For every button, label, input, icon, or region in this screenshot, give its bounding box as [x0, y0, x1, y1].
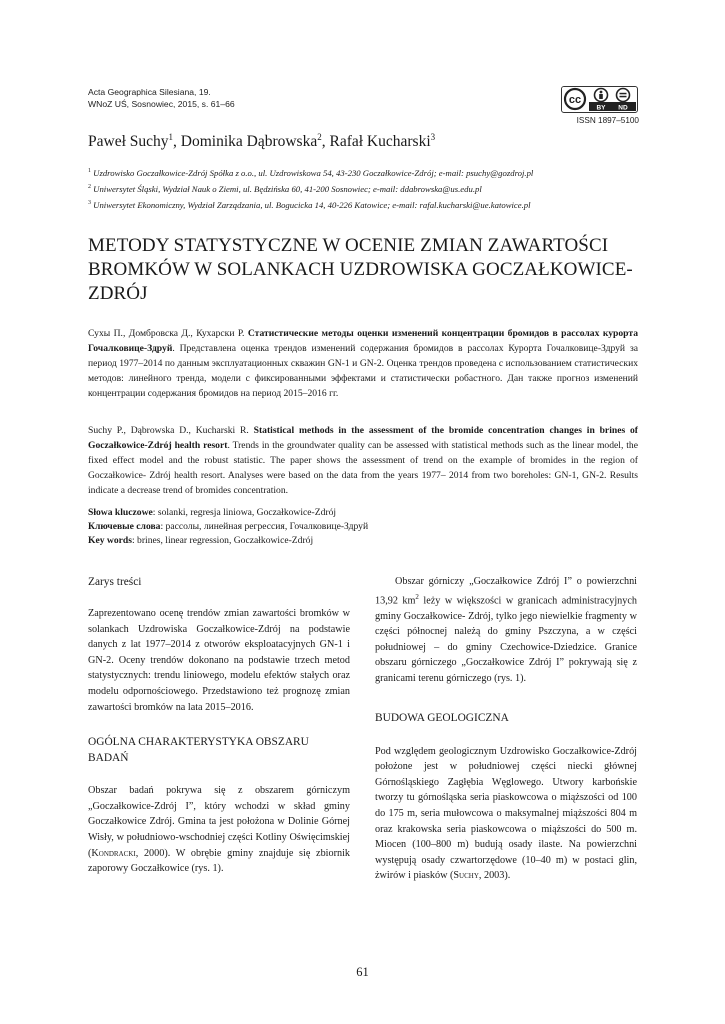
affiliations: [88, 164, 648, 212]
cc-by-nd-icon: [562, 87, 636, 111]
by-label: BY: [596, 104, 606, 111]
section-heading-general: OGÓLNA CHARAKTERYSTYKA OBSZARU BADAŃ: [88, 736, 309, 765]
affiliation-item: $^3$ Uniwersytet Ekonomiczny, Wydział Zarządzania, ul. Bogucicka 14, 40-226 Katowice; e-mail: rafal.kucharski@ue.katowice.pl: [88, 199, 531, 210]
author-affiliation-mark: 3: [430, 132, 436, 142]
keywords-russian: Ключевые слова: рассолы, линейная регрессия, Гочалковице-Здруй: [88, 521, 369, 532]
author-affiliation-mark: 2: [317, 132, 322, 142]
cc-text: cc: [568, 94, 582, 106]
keywords-polish: Słowa kluczowe: solanki, regresja liniowa, Goczałkowice-Zdrój: [88, 507, 337, 518]
author-affiliation-mark: 1: [168, 132, 174, 142]
general-paragraph: Obszar badań pokrywa się z obszarem górniczym „Goczałkowice-Zdrój I”, który wchodzi w skład gminy Goczałkowice Zdrój. Gmina ta jest położona w Dolinie Górnej Wisły, w południowo-wschodniej części Kotliny Oświęcimskiej (Kondracki, 2000). W obrębie gminy znajduje się zbiornik zaporowy Goczałkowice (rys. 1).: [88, 785, 350, 875]
journal-name: Acta Geographica Silesiana, 19.: [88, 87, 211, 97]
affiliation-item: $^1$ Uzdrowisko Goczałkowice-Zdrój Spółka z o.o., ul. Uzdrowiskowa 54, 43-230 Goczałkowice-Zdrój; e-mail: psuchy@gozdroj.pl: [88, 167, 534, 178]
section-heading-summary: Zarys treści: [88, 576, 142, 588]
page-number: 61: [356, 965, 369, 979]
nd-label: ND: [618, 104, 628, 111]
left-column: [88, 574, 350, 877]
affiliation-item: $^2$ Uniwersytet Śląski, Wydział Nauk o Ziemi, ul. Będzińska 60, 41-200 Sosnowiec; e-mail: ddabrowska@us.edu.pl: [88, 183, 482, 194]
section-heading-geology: BUDOWA GEOLOGICZNA: [375, 711, 509, 724]
journal-publisher-pages: WNoZ UŚ, Sosnowiec, 2015, s. 61–66: [88, 99, 235, 109]
abstract-english: Suchy P., Dąbrowska D., Kucharski R. Statistical methods in the assessment of the bromide concentration changes in brines of Goczałkowice-Zdrój health resort. Trends in the groundwater quality can be assessed with statistical methods such as the linear model, the fixed effect model and the robust statistic. The paper shows the assessment of trend on the example of bromides in the region of Goczałkowice- Zdrój health resort. Analyses were based on the data from the years 1977– 2014 from two boreholes: GN-1, GN-2. Results indicate a decrease trend of bromides concentration.: [88, 425, 638, 496]
citation: Kondracki: [91, 847, 136, 859]
keywords-english: Key words: brines, linear regression, Goczałkowice-Zdrój: [88, 535, 314, 546]
abstract-russian-title: Статистические методы оценки изменений концентрации бромидов в рассолах курорта Гочалковице-Здруй: [88, 328, 638, 354]
journal-header: [88, 86, 235, 110]
keywords: [88, 506, 638, 548]
author-name: Rafał Kucharski: [329, 133, 431, 151]
summary-paragraph: Zaprezentowano ocenę trendów zmian zawartości bromków w solankach Uzdrowiska Goczałkowice-Zdrój na podstawie danych z lat 1977–2014 z otworów eksploatacyjnych GN-1 i GN-2. Oceny trendów dokonano na podstawie trzech metod statystycznych: trendu liniowego, modelu efektów stałych oraz modelu odpornościowego. Przedstawiono też prognozę zmian zawartości bromków na lata 2015–2016.: [88, 608, 350, 713]
citation: Suchy: [453, 870, 479, 882]
abstract-russian: Сухы П., Домбровска Д., Кухарски Р. Статистические методы оценки изменений концентрации бромидов в рассолах курорта Гочалковице-Здруй. Представлена оценка трендов изменений содержания бромидов в рассолах Курорта Гочалковице-Здруй за период 1977–2014 по данным эксплуатационных скважин GN-1 и GN-2. Оценка трендов проведена с использованием статистических методов: линейного тренда, модели с фиксированными эффектами и статистически робастного. Дан также прогноз изменений концентрации содержания бромидов на период 2015–2016 гг.: [88, 328, 638, 399]
nd-equals-icon: [617, 89, 630, 102]
author-name: Dominika Dąbrowska: [180, 133, 318, 151]
mining-area-paragraph: Obszar górniczy „Goczałkowice Zdrój I” o powierzchni 13,92 $km^2$ leży w większości w granicach administracyjnych gminy Goczałkowice- Zdrój, tylko jego niewielkie fragmenty w części północnej należą do gminy Pszczyna, a w części południowej – do gminy Czechowice-Dziedzice. Granice obszaru górniczego „Goczałkowice Zdrój I” pokrywają się z granicami terenu górniczego (rys. 1).: [375, 576, 637, 684]
abstract-english-title: Statistical methods in the assessment of the bromide concentration changes in brines of Goczałkowice-Zdrój health resort: [88, 425, 638, 451]
right-column: [375, 574, 637, 884]
geology-paragraph: Pod względem geologicznym Uzdrowisko Goczałkowice-Zdrój położone jest w południowej części niecki głównej Górnośląskiego Zagłębia Węglowego. Utwory karbońskie tworzy tu górnośląska seria piaskowcowa o miąższości od 100 do 175 m, seria mułowcowa o maksymalnej miąższości 804 m oraz krakowska seria piaskowcowa o miąższości do 500 m. Miocen (100–800 m) budują osady ilaste. Na powierzchni występują osady czwartorzędowe (10–40 m) w postaci glin, żwirów i piasków (Suchy, 2003).: [375, 745, 637, 882]
author-name: Paweł Suchy: [88, 133, 169, 151]
cc-license-badge: [561, 86, 638, 113]
author-list: Paweł Suchy$^1$, Dominika Dąbrowska$^2$, Rafał Kucharski$^3$: [88, 132, 436, 151]
issn: ISSN 1897–5100: [576, 116, 639, 125]
article-title: METODY STATYSTYCZNE W OCENIE ZMIAN ZAWARTOŚCI BROMKÓW W SOLANKACH UZDROWISKA GOCZAŁKOWICE- ZDRÓJ: [88, 235, 633, 304]
